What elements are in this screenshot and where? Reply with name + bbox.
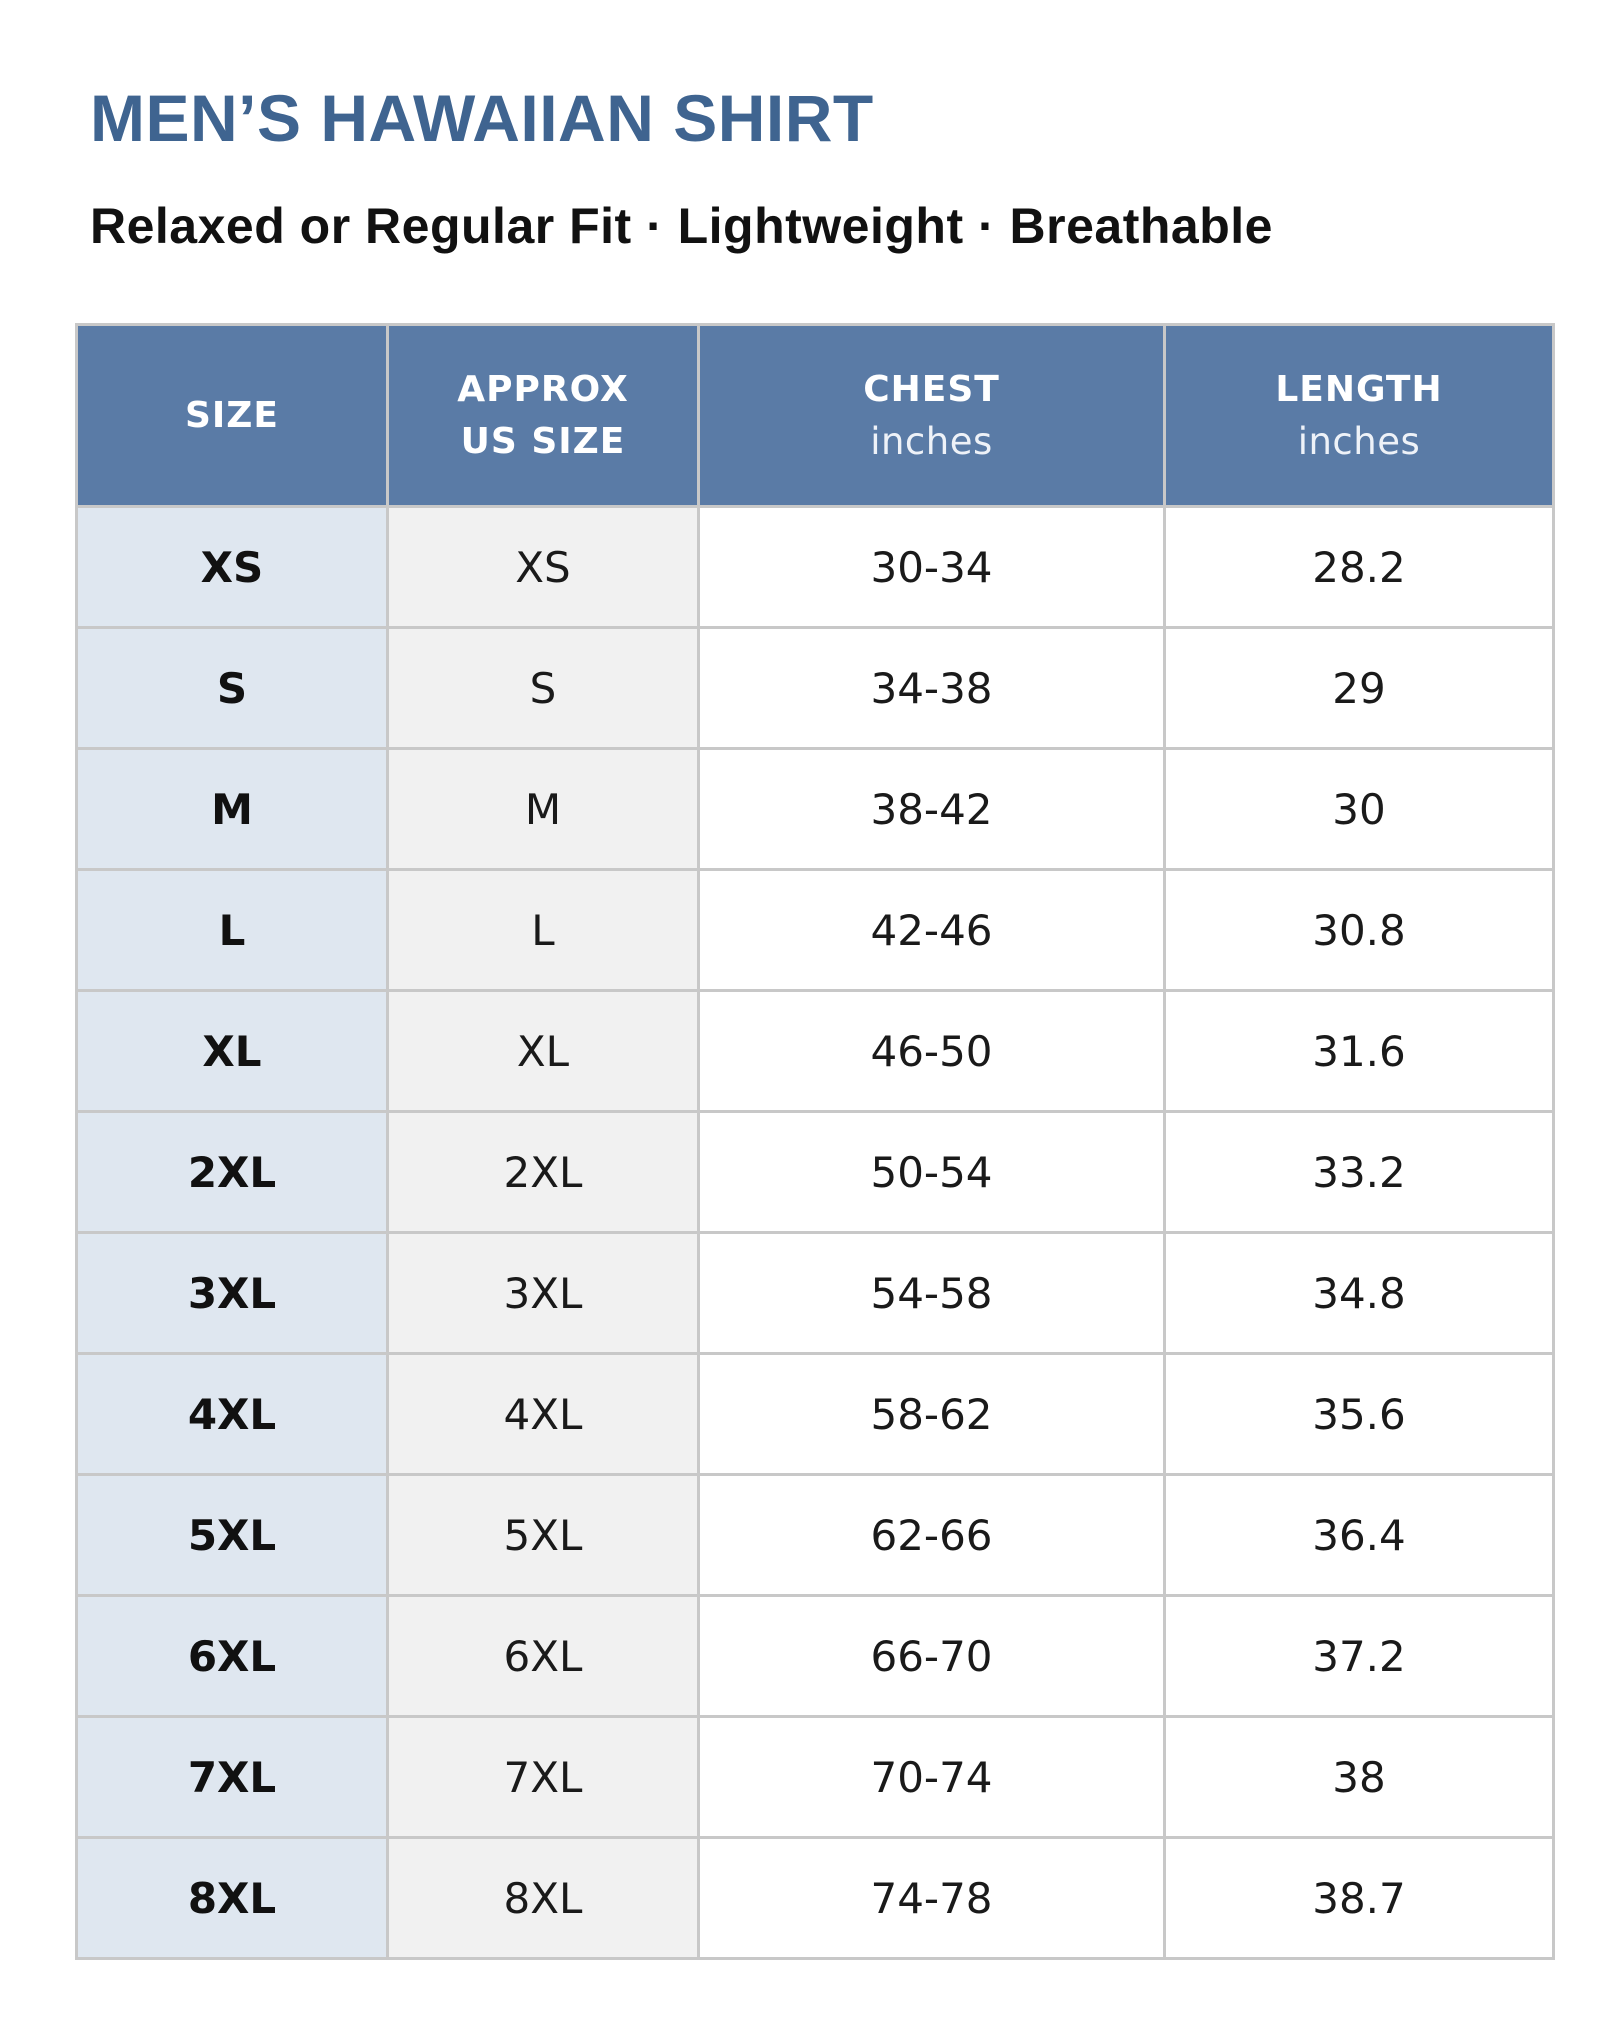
cell-chest: 30-34 (699, 507, 1165, 628)
table-row (77, 1354, 1554, 1475)
header-chest-label: CHEST (863, 368, 1000, 410)
cell-chest: 58-62 (699, 1354, 1165, 1475)
cell-us-size: 2XL (388, 1112, 699, 1233)
cell-us-size: XS (388, 507, 699, 628)
size-chart-table (75, 323, 1555, 1960)
table-row (77, 1596, 1554, 1717)
cell-size: 2XL (77, 1112, 388, 1233)
page-title: MEN’S HAWAIIAN SHIRT (90, 81, 874, 155)
cell-length: 35.6 (1165, 1354, 1554, 1475)
cell-length: 28.2 (1165, 507, 1554, 628)
cell-size: 7XL (77, 1717, 388, 1838)
cell-chest: 34-38 (699, 628, 1165, 749)
cell-length: 36.4 (1165, 1475, 1554, 1596)
header-chest-unit: inches (870, 419, 993, 463)
cell-size: XL (77, 991, 388, 1112)
table-row (77, 870, 1554, 991)
cell-length: 38 (1165, 1717, 1554, 1838)
cell-chest: 70-74 (699, 1717, 1165, 1838)
cell-length: 38.7 (1165, 1838, 1554, 1959)
table-header-row (77, 325, 1554, 507)
cell-chest: 54-58 (699, 1233, 1165, 1354)
header-length-unit: inches (1297, 419, 1421, 463)
cell-chest: 66-70 (699, 1596, 1165, 1717)
page-subtitle: Relaxed or Regular Fit · Lightweight · Breathable (90, 198, 1273, 254)
table-row (77, 1112, 1554, 1233)
header-us-size (388, 325, 699, 507)
cell-size: 3XL (77, 1233, 388, 1354)
cell-us-size: 5XL (388, 1475, 699, 1596)
cell-us-size: S (388, 628, 699, 749)
table-row (77, 507, 1554, 628)
table-row (77, 628, 1554, 749)
cell-us-size: M (388, 749, 699, 870)
cell-size: S (77, 628, 388, 749)
cell-size: 8XL (77, 1838, 388, 1959)
cell-us-size: XL (388, 991, 699, 1112)
table-body (77, 507, 1554, 1959)
cell-us-size: 8XL (388, 1838, 699, 1959)
cell-length: 33.2 (1165, 1112, 1554, 1233)
header-size-label: SIZE (184, 394, 280, 436)
cell-chest: 42-46 (699, 870, 1165, 991)
cell-length: 34.8 (1165, 1233, 1554, 1354)
table-row (77, 991, 1554, 1112)
cell-us-size: 4XL (388, 1354, 699, 1475)
table-row (77, 749, 1554, 870)
header-size (77, 325, 388, 507)
cell-size: L (77, 870, 388, 991)
cell-length: 30.8 (1165, 870, 1554, 991)
header-length (1165, 325, 1554, 507)
header-chest (699, 325, 1165, 507)
header-us-size-line2: US SIZE (460, 420, 626, 462)
header-length-label: LENGTH (1275, 368, 1443, 410)
table-row (77, 1475, 1554, 1596)
table-row (77, 1233, 1554, 1354)
cell-us-size: 6XL (388, 1596, 699, 1717)
cell-length: 31.6 (1165, 991, 1554, 1112)
cell-us-size: 7XL (388, 1717, 699, 1838)
table-row (77, 1717, 1554, 1838)
cell-size: 6XL (77, 1596, 388, 1717)
cell-chest: 50-54 (699, 1112, 1165, 1233)
cell-size: 5XL (77, 1475, 388, 1596)
cell-size: XS (77, 507, 388, 628)
cell-size: M (77, 749, 388, 870)
cell-length: 30 (1165, 749, 1554, 870)
table-row (77, 1838, 1554, 1959)
cell-chest: 46-50 (699, 991, 1165, 1112)
cell-us-size: 3XL (388, 1233, 699, 1354)
cell-chest: 62-66 (699, 1475, 1165, 1596)
cell-length: 37.2 (1165, 1596, 1554, 1717)
header-us-size-line1: APPROX (457, 368, 629, 410)
cell-length: 29 (1165, 628, 1554, 749)
cell-size: 4XL (77, 1354, 388, 1475)
cell-us-size: L (388, 870, 699, 991)
cell-chest: 38-42 (699, 749, 1165, 870)
cell-chest: 74-78 (699, 1838, 1165, 1959)
